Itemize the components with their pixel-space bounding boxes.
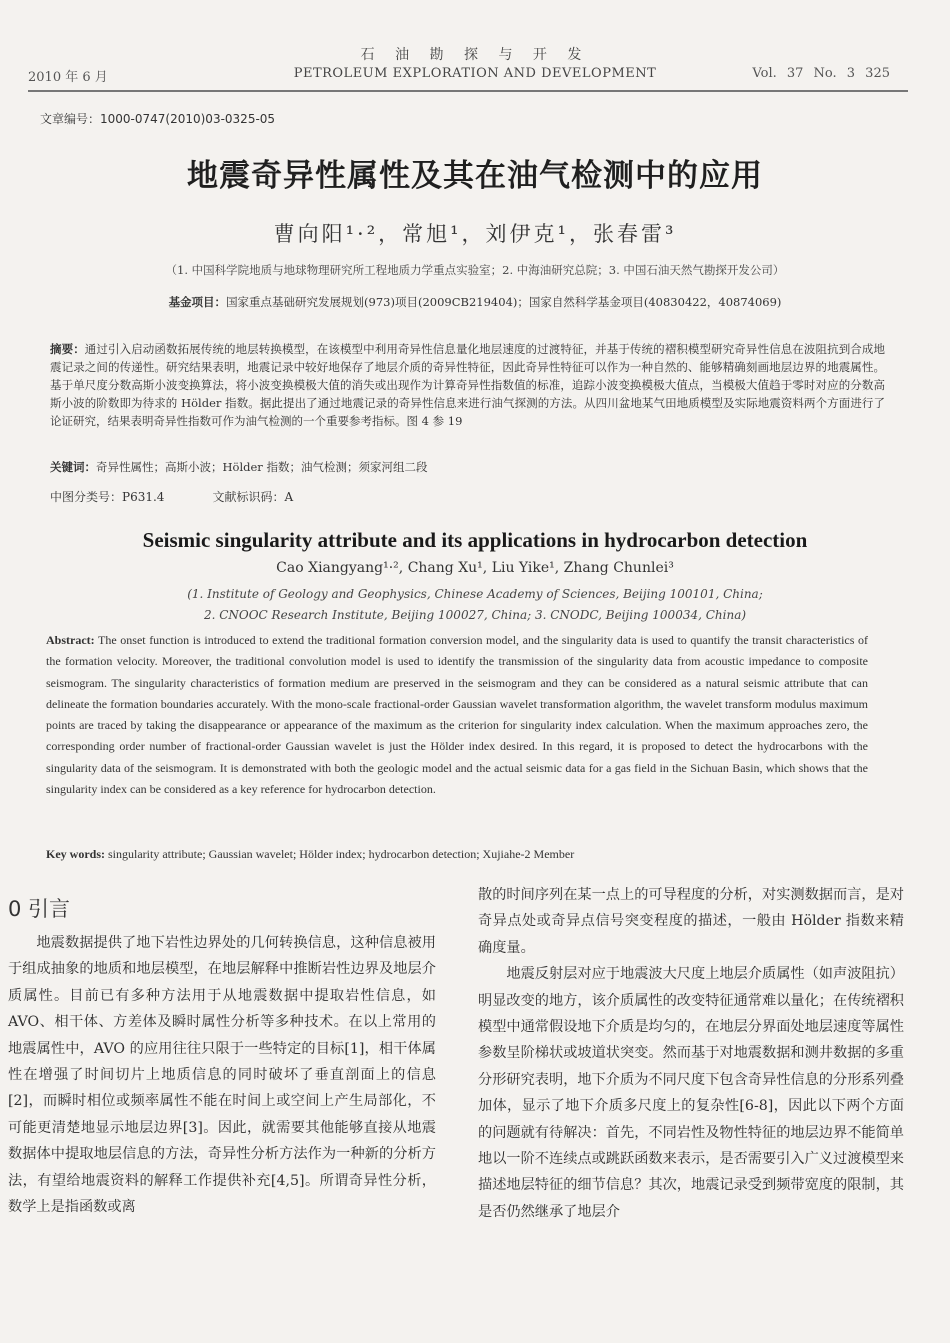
clc-number: 中图分类号：P631.4 [50,490,165,504]
journal-title-en: PETROLEUM EXPLORATION AND DEVELOPMENT [293,66,657,81]
affiliations-cn: （1. 中国科学院地质与地球物理研究所工程地质力学重点实验室；2. 中海油研究总院；3. 中国石油天然气勘探开发公司） [165,263,785,277]
keywords-en-text: singularity attribute; Gaussian wavelet; Hölder index; hydrocarbon detection; Xujiahe-2 Member [108,847,575,861]
authors-cn: 曹向阳¹·²，常旭¹，刘伊克¹，张春雷³ [273,222,677,246]
page-title: 地震奇异性属性及其在油气检测中的应用 [187,158,763,194]
paragraph: 地震反射层对应于地震波大尺度上地层介质属性（如声波阻抗）明显改变的地方，该介质属性的改变特征通常难以量化；在传统褶积模型中通常假设地下介质是均匀的，在地层分界面处地层速度等属性参数呈阶梯状或坡道状突变。然而基于对地震数据和测井数据的多重分形研究表明，地下介质为不同尺度下包含奇异性信息的分形系列叠加体，显示了地下介质多尺度上的复杂性[6-8]，因此以下两个方面的问题就有待解决：首先，不同岩性及物性特征的地层边界不能简单地以一阶不连续点或跳跃函数来表示，是否需要引入广义过渡模型来描述地层特征的细节信息？其次，地震记录受到频带宽度的限制，其是否仍然继承了地层介 [478,966,904,1220]
keywords-cn [50,459,885,475]
fund-text: 国家重点基础研究发展规划(973)项目(2009CB219404)；国家自然科学基金项目(40830422，40874069) [226,295,782,309]
keywords-en [46,847,868,862]
affiliations-en [0,584,950,626]
doc-code: 文献标识码：A [212,490,294,504]
fund-label: 基金项目： [168,295,227,309]
authors-en: Cao Xiangyang¹·², Chang Xu¹, Liu Yike¹, Zhang Chunlei³ [276,560,674,576]
body-column-right [478,882,904,1225]
keywords-cn-text: 奇异性属性；高斯小波；Hölder 指数；油气检测；须家河组二段 [96,460,428,474]
abstract-en-text: The onset function is introduced to extend the traditional formation conversion model, and the singularity data is used to quantify the transit characteristics of the formation velocity. Moreover, the traditional convolution model is used to identify the transmission of the singularity data from acoustic impedance to composite seismogram. The singularity characteristics of formation medium are preserved in the seismogram and they can be considered as a natural seismic attribute that can delineate the formation boundaries accurately. With the mono-scale fractional-order Gaussian wavelet transformation algorithm, the wavelet transform modulus maximum points are traced by taking the disappearance or appearance of the maximum as the criterion for singularity index calculation. When the maximum approaches zero, the corresponding order number of fractional-order Gaussian wavelet is just the Hölder index desired. In this regard, it is proposed to detect the hydrocarbons with the singularity data of the seismogram. It is demonstrated with both the geologic model and the actual seismic data for a gas field in the Sichuan Basin, which shows that the singularity index can be considered as a key reference for hydrocarbon detection. [46,633,868,797]
keywords-en-label: Key words: [46,847,105,861]
fund-line [0,294,950,310]
journal-title-cn: 石 油 勘 探 与 开 发 [360,47,590,63]
paragraph: 散的时间序列在某一点上的可导程度的分析，对实测数据而言，是对奇异点处或奇异点信号突变程度的描述，一般由 Hölder 指数来精确度量。 [478,887,904,956]
title-en: Seismic singularity attribute and its applications in hydrocarbon detection [142,528,808,552]
volume-info: Vol. 37 No. 3 325 [752,66,890,81]
keywords-cn-label: 关键词： [50,460,96,474]
paragraph: 地震数据提供了地下岩性边界处的几何转换信息，这种信息被用于组成抽象的地质和地层模型，在地层解释中推断岩性边界及地层介质属性。目前已有多种方法用于从地震数据中提取岩性信息，如 AVO、相干体、方差体及瞬时属性分析等多种技术。在以上常用的地震属性中，AVO 的应用往往只限于一些特定的目标[1]，相干体属性在增强了时间切片上地质信息的同时破坏了垂直剖面上的信息[2]，而瞬时相位或频率属性不能在时间上或空间上产生局部化，不可能更清楚地显示地层边界[3]。因此，就需要其他能够直接从地震数据体中提取地层信息的方法，奇异性分析方法作为一种新的分析方法，有望给地震资料的解释工作提供补充[4,5]。所谓奇异性分析，数学上是指函数或离 [8,935,436,1216]
abstract-cn-text: 通过引入启动函数拓展传统的地层转换模型，在该模型中利用奇异性信息量化地层速度的过渡特征，并基于传统的褶积模型研究奇异性信息在波阻抗到合成地震记录之间的传递性。研究结果表明，地震记录中较好地保存了地层介质的奇异性特征，因此奇异性特征可以作为一种自然的、能够精确刻画地层边界的地震属性。基于单尺度分数高斯小波变换算法，将小波变换模极大值的消失或出现作为计算奇异性指数值的标准，追踪小波变换模极大值点，当模极大值趋于零时对应的分数高斯小波的阶数即为待求的 Hölder 指数。据此提出了通过地震记录的奇异性信息来进行油气探测的方法。从四川盆地某气田地质模型及实际地震资料两个方面进行了论证研究，结果表明奇异性指数可作为油气检测的一个重要参考指标。图 4 参 19 [50,342,885,428]
body-column-left [8,930,436,1220]
section-heading: 0 引言 [8,897,71,921]
affiliation-en-line1: (1. Institute of Geology and Geophysics, Chinese Academy of Sciences, Beijing 100101, China; [187,587,763,601]
classification [50,488,341,505]
article-number: 文章编号：1000-0747(2010)03-0325-05 [40,112,276,126]
issue-date: 2010 年 6 月 [28,70,108,85]
header-rule [28,90,908,92]
abstract-en-label: Abstract: [46,633,95,647]
abstract-cn [50,340,885,430]
abstract-en [46,630,868,800]
affiliation-en-line2: 2. CNOOC Research Institute, Beijing 100027, China; 3. CNODC, Beijing 100034, China) [203,608,747,622]
abstract-cn-label: 摘要： [50,342,85,356]
